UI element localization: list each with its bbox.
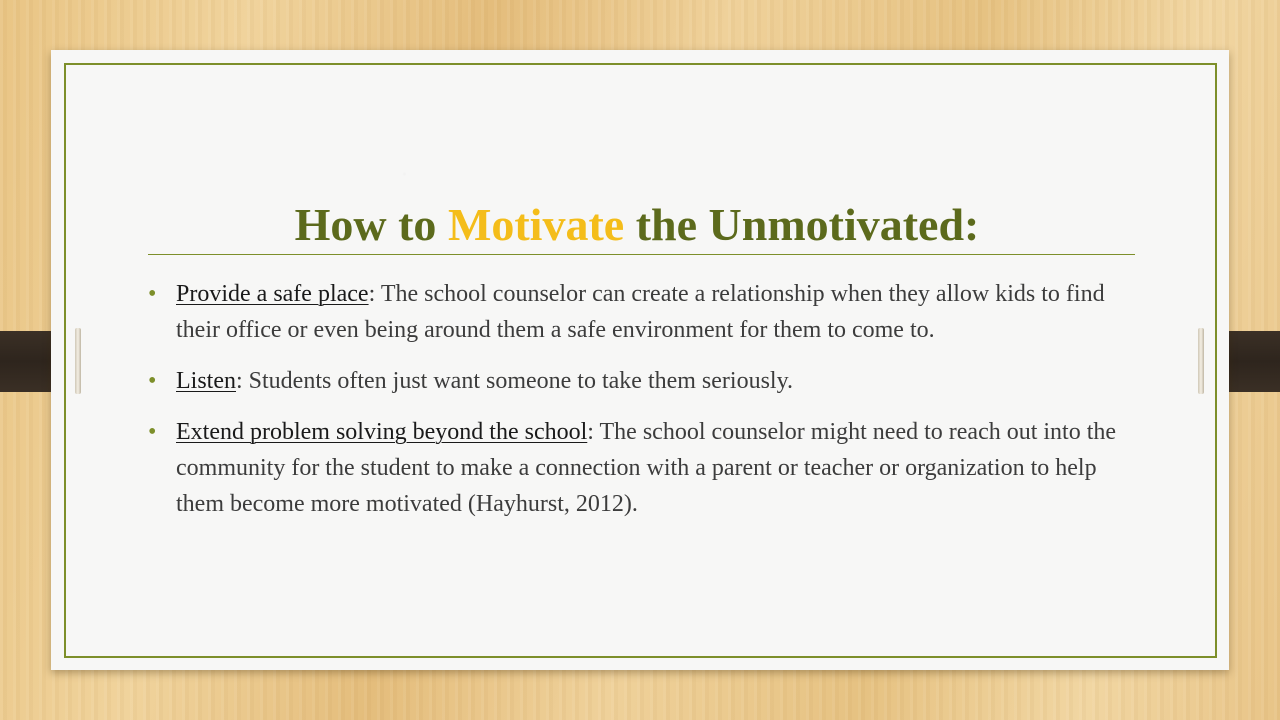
bullet-lead: Extend problem solving beyond the school <box>176 419 588 445</box>
slide-title <box>48 194 1226 256</box>
title-before: How to <box>294 199 448 250</box>
slide-card <box>51 50 1229 670</box>
bullet-icon: • <box>148 281 157 307</box>
list-item <box>148 414 1148 522</box>
bullet-text: : The school counselor might need to reach out into the community for the student to make a connection with a parent or teacher or organization to help them become more motivated (Hayhurst, 2012). <box>176 419 1117 517</box>
bullet-icon: • <box>148 368 157 394</box>
bullet-icon: • <box>148 419 157 445</box>
left-pin <box>75 328 81 394</box>
list-item <box>148 276 1148 348</box>
title-divider <box>148 254 1135 255</box>
bullet-text: : The school counselor can create a relationship when they allow kids to find their office or even being around them a safe environment for them to come to. <box>176 281 1105 343</box>
bullet-text: : Students often just want someone to take them seriously. <box>236 368 794 394</box>
title-after: the Unmotivated: <box>624 199 980 250</box>
right-pin <box>1198 328 1204 394</box>
bullet-list <box>148 276 1148 537</box>
title-accent: Motivate <box>447 199 625 250</box>
bullet-lead: Provide a safe place <box>176 281 369 307</box>
list-item <box>148 363 1148 399</box>
bullet-lead: Listen <box>176 368 236 394</box>
